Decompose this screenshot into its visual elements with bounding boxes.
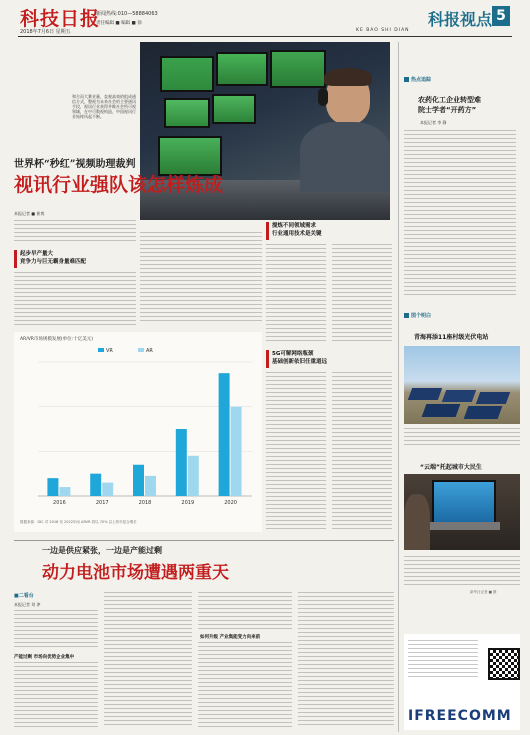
x-tick-label: 2018: [138, 500, 152, 506]
body-text: [198, 592, 292, 630]
bar-vr: [47, 478, 58, 496]
qr-code: [488, 648, 520, 680]
bar-ar: [231, 407, 242, 496]
bottom-divider: [14, 540, 394, 541]
photo1-caption: 青海再添11座村级光伏电站: [414, 334, 489, 341]
bar-vr: [219, 373, 230, 496]
news-hotline: 新闻热线:010—58884063: [96, 11, 158, 17]
body-text: [104, 592, 192, 728]
bar-ar: [145, 476, 156, 496]
monitor-screen: [270, 50, 326, 88]
solar-panel: [408, 388, 442, 400]
monitor-screen: [216, 52, 268, 86]
x-tick-label: 2019: [181, 500, 195, 506]
legend-label: VR: [106, 348, 113, 354]
bar-vr: [90, 474, 101, 496]
referee-headset: [318, 88, 328, 106]
bar-vr: [133, 465, 144, 496]
bottom-kicker: 一边是供应紧张，一边是产能过剩: [42, 545, 162, 555]
body-text: [404, 428, 520, 448]
body-text: [14, 272, 136, 328]
bottom-headline: 动力电池市场遭遇两重天: [42, 563, 229, 583]
body-text: [332, 372, 392, 532]
x-tick-label: 2020: [224, 500, 237, 506]
label-marker: [404, 313, 409, 318]
section-title: 科报视点: [428, 10, 493, 29]
ad-text: [408, 640, 478, 680]
bar-ar: [188, 456, 199, 496]
body-text: [14, 662, 98, 728]
body-text: [140, 232, 262, 322]
subhead-2: 搅炼不同领域需求 行业通用技术是关键: [272, 223, 322, 237]
solar-photo: [404, 346, 520, 424]
main-byline: 本报记者 ■ 崔爽: [14, 211, 45, 216]
page-number: 5: [492, 6, 510, 26]
bottom-section-label: ■二看台: [14, 593, 34, 599]
subhead-marker: [14, 250, 17, 268]
body-text: [266, 372, 326, 532]
photo-caption-box: [72, 94, 136, 156]
subhead-3: 5G可解网络瓶颈 基础创新依旧任重道远: [272, 351, 328, 365]
hot-topic-text: 热点追踪: [411, 77, 432, 83]
subhead-marker: [266, 350, 269, 368]
masthead: [0, 0, 530, 40]
section-pinyin: KE BAO SHI DIAN: [356, 28, 410, 33]
chart-note: 数据来源：IDC 对 2018 至 2022年间 ARVR 将以 70% 以上的年复合增长: [20, 520, 137, 524]
solar-panel: [476, 392, 510, 404]
x-tick-label: 2017: [95, 500, 109, 506]
solar-panel: [442, 390, 476, 402]
body-text: [298, 592, 394, 728]
monitor-screen: [160, 56, 214, 92]
main-headline: 视讯行业强队该怎样炼成: [14, 174, 224, 196]
chart-box: [14, 332, 262, 532]
hot-title: 农药化工企业转型难 院士学者“开药方”: [418, 96, 481, 114]
body-text: [404, 130, 516, 298]
body-text: [404, 556, 520, 586]
label-marker: [404, 77, 409, 82]
hot-byline: 本报记者 李 静: [420, 120, 447, 125]
body-text: [14, 610, 98, 650]
referee-body: [300, 122, 390, 192]
body-text: [198, 642, 292, 728]
monitor-screen: [164, 98, 210, 128]
laptop-screen: [432, 480, 496, 524]
body-text: [14, 220, 136, 244]
ad-brand: IFREECOMM: [408, 708, 512, 724]
chart-title: AR/VR市场规模发展(单位:十亿美元): [20, 337, 93, 342]
column-divider: [398, 42, 399, 732]
legend-swatch: [138, 348, 144, 352]
bar-ar: [59, 487, 70, 496]
legend-swatch: [98, 348, 104, 352]
photo-section-text: 图个明白: [411, 313, 432, 319]
bottom-subhead-2: 如何升级 产业集能变力向来前: [200, 635, 261, 640]
bar-vr: [176, 429, 187, 496]
photo2-caption: “云端”托起城市大民生: [420, 464, 482, 471]
laptop-base: [424, 522, 500, 530]
referee-hair: [324, 68, 372, 86]
bottom-subhead-1: 产能过剩 市场向优势企业集中: [14, 655, 75, 660]
newspaper-logo: 科技日报: [20, 8, 101, 30]
x-tick-label: 2016: [53, 500, 66, 506]
subhead-marker: [266, 222, 269, 240]
ad-block: [404, 634, 520, 730]
photo-caption-text: 和合而大赛业量，直观高效的组成通信方式，整视为未来社会的主要通讯手段，视讯行业获得并维社会所可视领域，在中可数视构造，中国视讯行业始终风起不断。: [72, 94, 136, 119]
legend-label: AR: [146, 348, 153, 354]
chart-svg: [14, 342, 262, 518]
issue-date: 2018年7月6日 星期五: [20, 29, 71, 35]
body-text: [332, 244, 392, 344]
subhead-1: 起步早产量大 竞争力与巨无霸身量难匹配: [20, 251, 87, 265]
bottom-byline: 本报记者 刘 津: [14, 602, 41, 607]
cloud-photo: [404, 474, 520, 550]
masthead-rule: [18, 36, 512, 37]
person-silhouette: [404, 494, 430, 550]
editor-line: 责任编辑 ■ 编辑 ■ 徐: [96, 21, 142, 26]
solar-panel: [464, 406, 503, 419]
monitor-screen: [212, 94, 256, 124]
solar-panel: [422, 404, 461, 417]
body-text: [266, 244, 326, 344]
photo-credit: 新华社记者 ■ 摄: [470, 590, 497, 594]
main-kicker: 世界杯“秒红”视频助理裁判: [14, 159, 136, 170]
bar-ar: [102, 483, 113, 496]
